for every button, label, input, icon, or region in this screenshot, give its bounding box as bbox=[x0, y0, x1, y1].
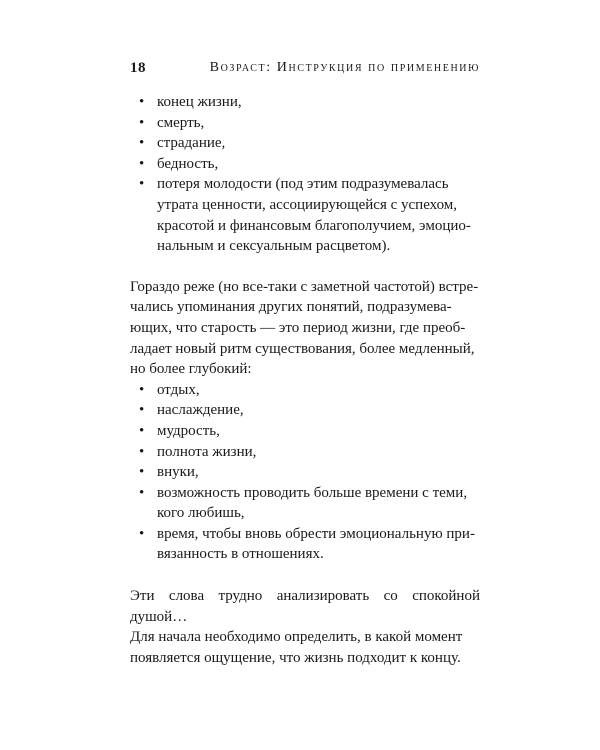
bullet-icon: • bbox=[139, 155, 145, 172]
list-item bbox=[139, 113, 480, 134]
positive-associations-list bbox=[130, 380, 480, 565]
paragraph-line: появляется ощущение, что жизнь подходит к концу. bbox=[130, 649, 461, 666]
list-item bbox=[139, 174, 480, 256]
list-item-line: кого любишь, bbox=[157, 505, 245, 522]
body-paragraph bbox=[130, 277, 480, 380]
page-number: 18 bbox=[130, 60, 146, 76]
list-item bbox=[139, 524, 480, 565]
running-title: Возраст: Инструкция по применению bbox=[209, 60, 480, 75]
bullet-icon: • bbox=[139, 464, 145, 481]
list-item-line: внуки, bbox=[157, 464, 199, 481]
list-item-line: красотой и финансовым благополучием, эмоцио- bbox=[157, 217, 471, 234]
paragraph-line: Для начала необходимо определить, в какой момент bbox=[130, 629, 463, 646]
list-item-line: потеря молодости (под этим подразумевалась bbox=[157, 176, 449, 193]
list-item-line: конец жизни, bbox=[157, 94, 242, 110]
list-item-line: смерть, bbox=[157, 114, 205, 131]
bullet-icon: • bbox=[139, 381, 145, 398]
bullet-icon: • bbox=[139, 135, 145, 152]
list-item-line: мудрость, bbox=[157, 422, 220, 439]
list-item-line: страдание, bbox=[157, 135, 226, 152]
list-item bbox=[139, 462, 480, 483]
bullet-icon: • bbox=[139, 94, 145, 110]
page-header bbox=[130, 60, 480, 84]
bullet-icon: • bbox=[139, 525, 145, 542]
negative-associations-list bbox=[130, 92, 480, 257]
list-item-line: наслаждение, bbox=[157, 402, 244, 419]
page-body bbox=[130, 92, 480, 668]
bullet-icon: • bbox=[139, 443, 145, 460]
list-item bbox=[139, 421, 480, 442]
list-item bbox=[139, 483, 480, 524]
list-item-line: вязанность в отношениях. bbox=[157, 546, 324, 563]
paragraph-line: Гораздо реже (но все-таки с заметной частотой) встре- bbox=[130, 278, 479, 295]
paragraph-line: чались упоминания других понятий, подразумева- bbox=[130, 299, 452, 316]
bullet-icon: • bbox=[139, 484, 145, 501]
list-item-line: возможность проводить больше времени с теми, bbox=[157, 484, 468, 501]
list-item bbox=[139, 133, 480, 154]
list-item bbox=[139, 380, 480, 401]
list-item-line: утрата ценности, ассоциирующейся с успехом, bbox=[157, 196, 458, 213]
body-paragraph bbox=[130, 586, 480, 668]
paragraph-line: но более глубокий: bbox=[130, 361, 252, 378]
bullet-icon: • bbox=[139, 176, 145, 193]
list-item-line: отдых, bbox=[157, 381, 200, 398]
paragraph-line: ладает новый ритм существования, более медленный, bbox=[130, 340, 475, 357]
list-item bbox=[139, 92, 480, 113]
list-item bbox=[139, 154, 480, 175]
list-item-line: нальным и сексуальным расцветом). bbox=[157, 238, 391, 255]
bullet-icon: • bbox=[139, 402, 145, 419]
paragraph-line: Эти слова трудно анализировать со спокойной душой… bbox=[130, 588, 480, 625]
list-item bbox=[139, 442, 480, 463]
list-item-line: полнота жизни, bbox=[157, 443, 257, 460]
paragraph-line: ющих, что старость — это период жизни, где преоб- bbox=[130, 319, 466, 336]
list-item-line: бедность, bbox=[157, 155, 219, 172]
bullet-icon: • bbox=[139, 422, 145, 439]
bullet-icon: • bbox=[139, 114, 145, 131]
list-item bbox=[139, 400, 480, 421]
list-item-line: время, чтобы вновь обрести эмоциональную при- bbox=[157, 525, 475, 542]
